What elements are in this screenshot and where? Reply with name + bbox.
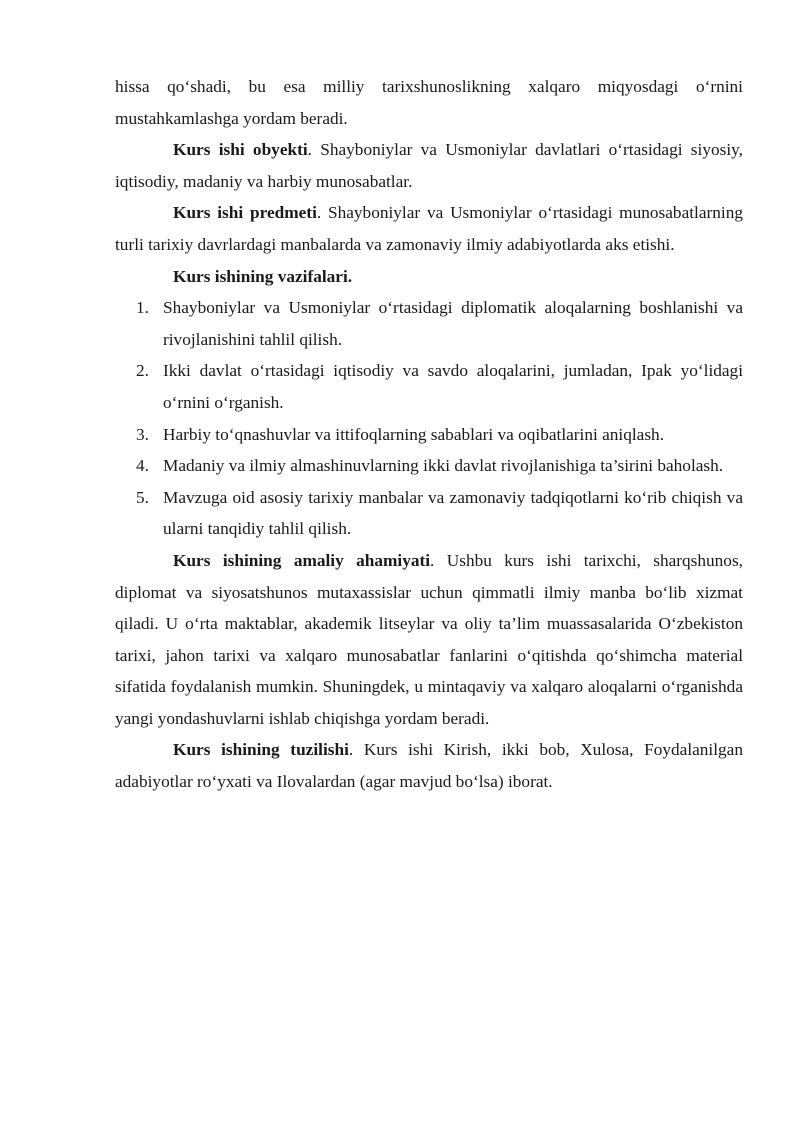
- object-text: . Shayboniylar va Usmoniylar davlatlari o‘rtasidagi siyosiy, iqtisodiy, madaniy va harbiy munosabatlar.: [115, 140, 743, 191]
- subject-paragraph: [115, 197, 743, 260]
- task-number: 1.: [136, 298, 149, 318]
- structure-label: Kurs ishining tuzilishi: [173, 740, 349, 760]
- task-number: 3.: [136, 424, 149, 444]
- task-text: Shayboniylar va Usmoniylar o‘rtasidagi diplomatik aloqalarning boshlanishi va rivojlanishini tahlil qilish.: [163, 298, 743, 349]
- practical-paragraph: [115, 545, 743, 735]
- task-text: Harbiy to‘qnashuvlar va ittifoqlarning sabablari va oqibatlarini aniqlash.: [163, 424, 665, 444]
- tasks-list: [115, 292, 743, 545]
- task-number: 2.: [136, 361, 149, 381]
- subject-label: Kurs ishi predmeti: [173, 203, 317, 223]
- task-text: Madaniy va ilmiy almashinuvlarning ikki davlat rivojlanishiga ta’sirini baholash.: [163, 456, 724, 476]
- task-number: 5.: [136, 487, 149, 507]
- object-paragraph: [115, 134, 743, 197]
- practical-text: . Ushbu kurs ishi tarixchi, sharqshunos, diplomat va siyosatshunos mutaxassislar uchun qimmatli ilmiy manba bo‘lib xizmat qiladi. U o‘rta maktablar, akademik litseylar va oliy ta’lim muassasalarida O‘zbekiston tarixi, jahon tarixi va xalqaro munosabatlar fanlarini o‘qitishda qo‘shimcha material sifatida foydalanish mumkin. Shuningdek, u mintaqaviy va xalqaro aloqalarni o‘rganishda yangi yondashuvlarni ishlab chiqishga yordam beradi.: [115, 550, 743, 728]
- task-item: [115, 450, 743, 482]
- structure-text: . Kurs ishi Kirish, ikki bob, Xulosa, Foydalanilgan adabiyotlar ro‘yxati va Ilovalardan (agar mavjud bo‘lsa) iborat.: [115, 740, 743, 792]
- task-item: [115, 292, 743, 355]
- task-text: Mavzuga oid asosiy tarixiy manbalar va zamonaviy tadqiqotlarni ko‘rib chiqish va ularni tanqidiy tahlil qilish.: [163, 487, 743, 539]
- practical-label: Kurs ishining amaliy ahamiyati: [173, 550, 431, 570]
- task-item: [115, 355, 743, 418]
- tasks-heading: Kurs ishining vazifalari.: [173, 266, 353, 286]
- task-number: 4.: [136, 456, 149, 476]
- intro-continuation-paragraph: hissa qo‘shadi, bu esa milliy tarixshunoslikning xalqaro miqyosdagi o‘rnini mustahkamlashga yordam beradi.: [115, 77, 743, 128]
- document-page: [115, 71, 743, 798]
- task-item: [115, 419, 743, 451]
- subject-text: . Shayboniylar va Usmoniylar o‘rtasidagi munosabatlarning turli tarixiy davrlardagi manbalarda va zamonaviy ilmiy adabiyotlarda aks etishi.: [115, 203, 743, 254]
- task-item: [115, 482, 743, 545]
- task-text: Ikki davlat o‘rtasidagi iqtisodiy va savdo aloqalarini, jumladan, Ipak yo‘lidagi o‘rnini o‘rganish.: [163, 361, 743, 412]
- object-label: Kurs ishi obyekti: [173, 140, 308, 160]
- structure-paragraph: [115, 734, 743, 797]
